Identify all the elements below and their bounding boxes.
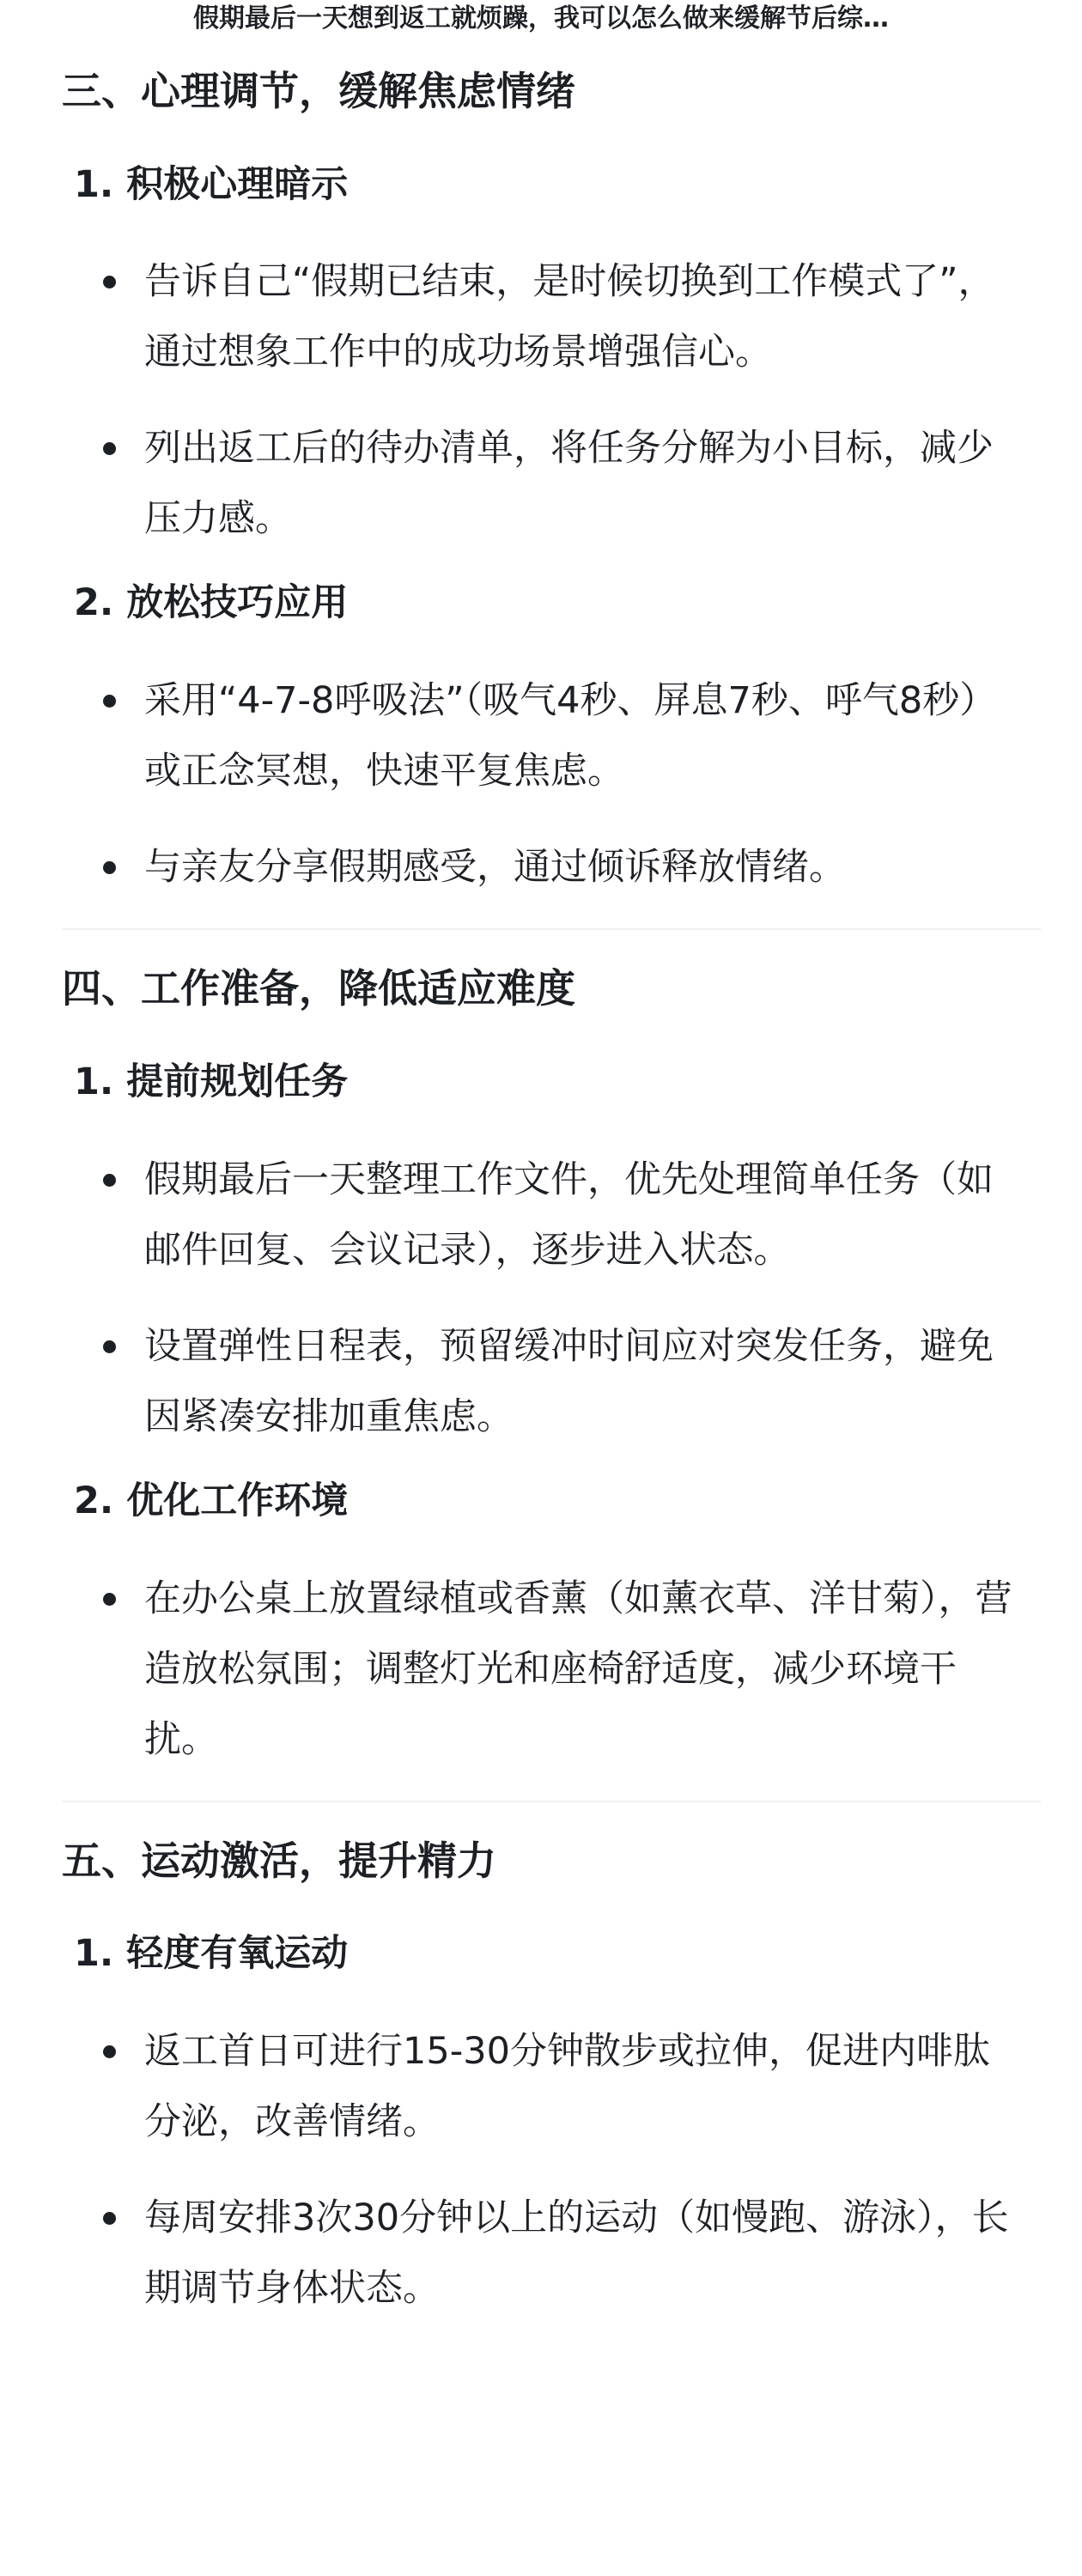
section-exercise bbox=[62, 1837, 1041, 2324]
list-item-text: 设置弹性日程表，预留缓冲时间应对突发任务，避免因紧凑安排加重焦虑。 bbox=[144, 1324, 994, 1438]
bullet-list bbox=[62, 1564, 1041, 1775]
subsection-heading: 2. 放松技巧应用 bbox=[74, 581, 349, 625]
list-item-text: 每周安排3次30分钟以上的运动（如慢跑、游泳），长期调节身体状态。 bbox=[144, 2196, 1009, 2310]
list-item bbox=[62, 2016, 1041, 2157]
page-title: 假期最后一天想到返工就烦躁，我可以怎么做来缓解节后综… bbox=[193, 3, 889, 33]
subsection-work-environment bbox=[62, 1478, 1041, 1775]
section-heading: 四、工作准备，降低适应难度 bbox=[62, 965, 575, 1012]
bullet-dot-icon bbox=[103, 1174, 116, 1187]
list-item bbox=[62, 2183, 1041, 2324]
bullet-dot-icon bbox=[103, 1593, 116, 1606]
subsection-heading: 2. 优化工作环境 bbox=[74, 1479, 349, 1522]
subsection-plan-tasks bbox=[62, 1059, 1041, 1452]
list-item-text: 返工首日可进行15-30分钟散步或拉伸，促进内啡肽分泌，改善情绪。 bbox=[144, 2029, 990, 2143]
bullet-list bbox=[62, 2016, 1041, 2324]
section-divider bbox=[62, 928, 1041, 930]
subsection-aerobic-exercise bbox=[62, 1930, 1041, 2324]
list-item-text: 列出返工后的待办清单，将任务分解为小目标，减少压力感。 bbox=[144, 427, 994, 541]
list-item-text: 采用“4-7-8呼吸法”（吸气4秒、屏息7秒、呼气8秒）或正念冥想，快速平复焦虑。 bbox=[144, 679, 997, 793]
bullet-dot-icon bbox=[103, 276, 116, 289]
bullet-list bbox=[62, 665, 1041, 902]
bullet-dot-icon bbox=[103, 2212, 116, 2225]
list-item bbox=[62, 832, 1041, 902]
list-item bbox=[62, 1145, 1041, 1285]
section-divider bbox=[62, 1801, 1041, 1802]
subsection-heading: 1. 轻度有氧运动 bbox=[74, 1932, 349, 1976]
bullet-dot-icon bbox=[103, 861, 116, 874]
list-item bbox=[62, 665, 1041, 806]
article-content bbox=[62, 41, 1041, 2349]
section-work-preparation bbox=[62, 964, 1041, 1774]
list-item bbox=[62, 246, 1041, 387]
bullet-dot-icon bbox=[103, 442, 116, 455]
bullet-dot-icon bbox=[103, 695, 116, 708]
list-item-text: 在办公桌上放置绿植或香薰（如薰衣草、洋甘菊），营造放松氛围；调整灯光和座椅舒适度，减少环境干扰。 bbox=[144, 1577, 1012, 1761]
section-heading: 三、心理调节，缓解焦虑情绪 bbox=[62, 68, 575, 114]
list-item bbox=[62, 1564, 1041, 1775]
list-item bbox=[62, 413, 1041, 554]
bullet-dot-icon bbox=[103, 1340, 116, 1353]
section-psychological-adjustment bbox=[62, 67, 1041, 902]
bullet-dot-icon bbox=[103, 2045, 116, 2058]
bullet-list bbox=[62, 1145, 1041, 1452]
list-item bbox=[62, 1311, 1041, 1452]
list-item-text: 告诉自己“假期已结束，是时候切换到工作模式了”，通过想象工作中的成功场景增强信心。 bbox=[144, 260, 995, 374]
subsection-heading: 1. 提前规划任务 bbox=[74, 1060, 349, 1103]
list-item-text: 与亲友分享假期感受，通过倾诉释放情绪。 bbox=[144, 846, 846, 890]
subsection-positive-suggestion bbox=[62, 161, 1041, 555]
bullet-list bbox=[62, 246, 1041, 554]
subsection-heading: 1. 积极心理暗示 bbox=[74, 162, 349, 206]
section-heading: 五、运动激活，提升精力 bbox=[62, 1837, 496, 1884]
list-item-text: 假期最后一天整理工作文件，优先处理简单任务（如邮件回复、会议记录），逐步进入状态。 bbox=[144, 1157, 994, 1272]
subsection-relaxation-techniques bbox=[62, 580, 1041, 902]
